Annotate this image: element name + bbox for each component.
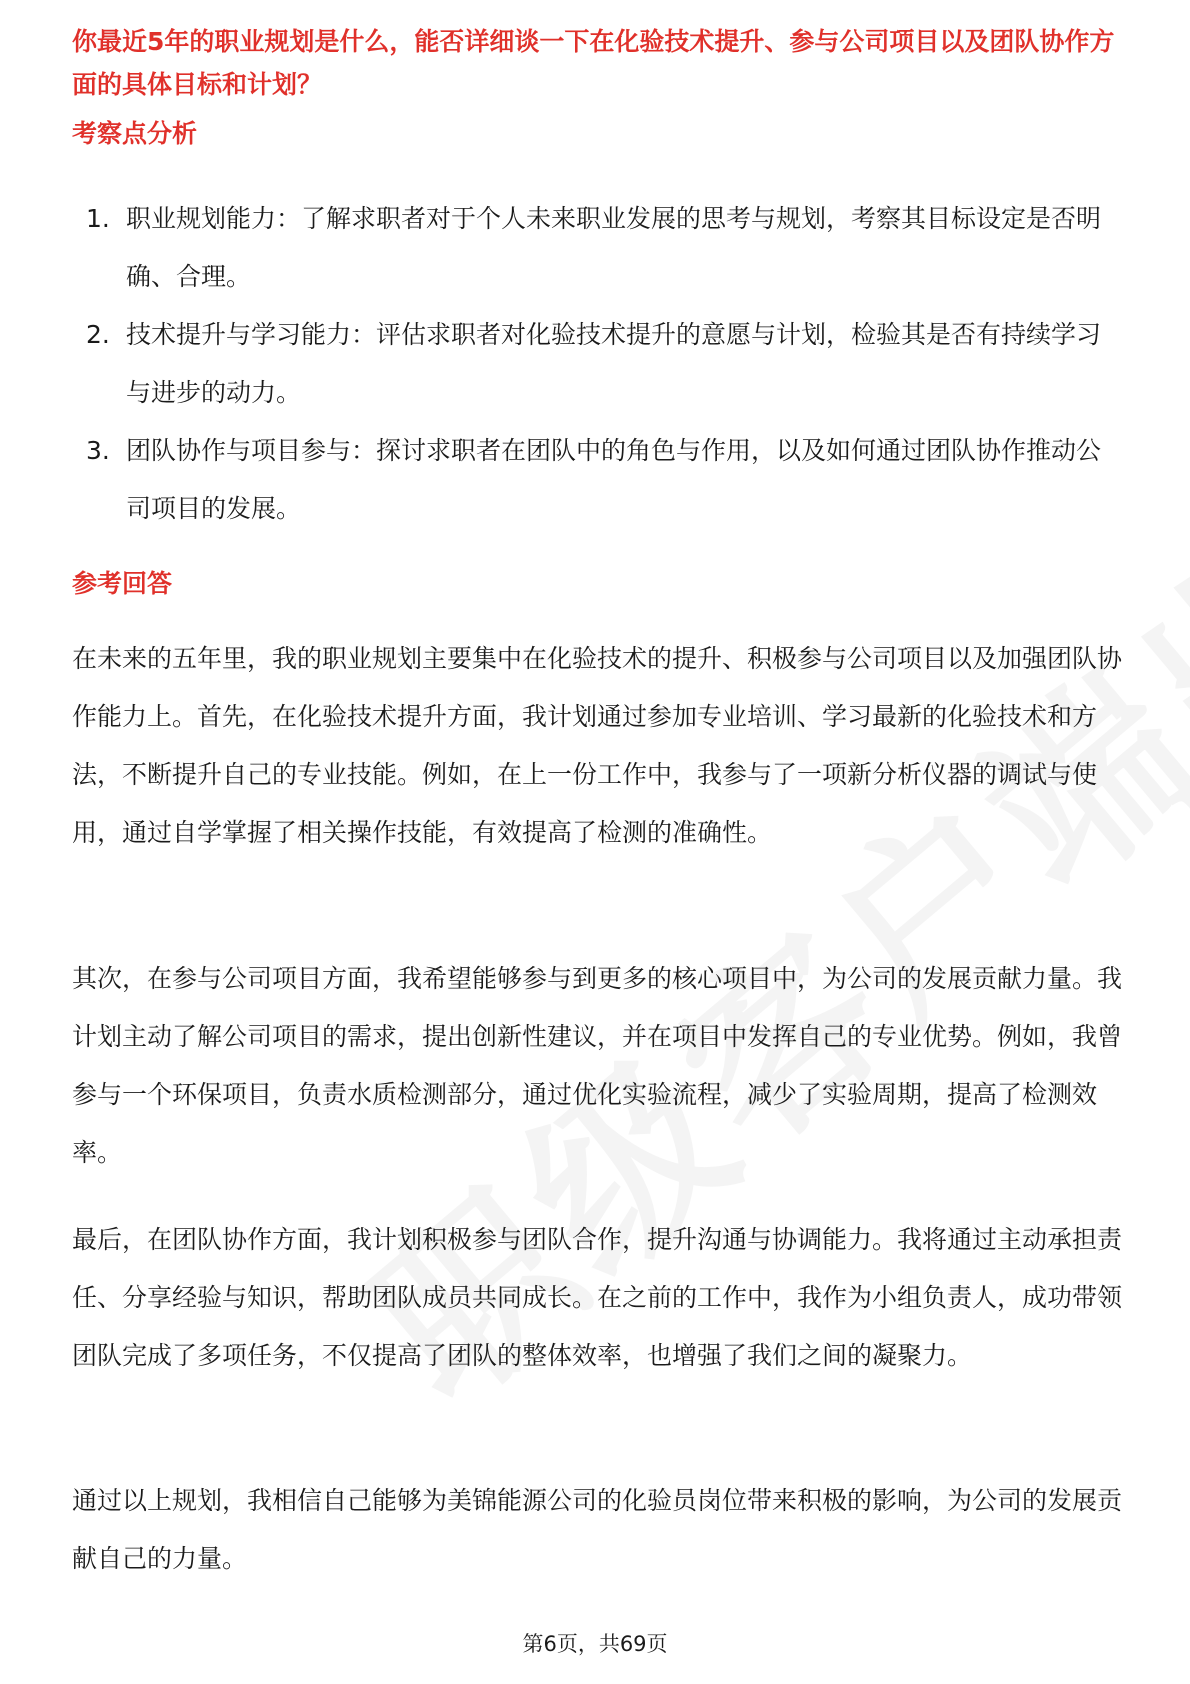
point-text: 团队协作与项目参与：探讨求职者在团队中的角色与作用，以及如何通过团队协作推动公司项目的发展。	[126, 436, 1102, 523]
analysis-heading: 考察点分析	[72, 119, 198, 148]
analysis-point	[72, 422, 1122, 538]
answer-paragraph: 最后，在团队协作方面，我计划积极参与团队合作，提升沟通与协调能力。我将通过主动承担责任、分享经验与知识，帮助团队成员共同成长。在之前的工作中，我作为小组负责人，成功带领团队完成了多项任务，不仅提高了团队的整体效率，也增强了我们之间的凝聚力。	[72, 1225, 1123, 1370]
point-text: 技术提升与学习能力：评估求职者对化验技术提升的意愿与计划，检验其是否有持续学习与进步的动力。	[126, 320, 1102, 407]
answer-paragraph: 通过以上规划，我相信自己能够为美锦能源公司的化验员岗位带来积极的影响，为公司的发展贡献自己的力量。	[72, 1486, 1123, 1573]
analysis-point	[72, 190, 1122, 306]
answer-heading: 参考回答	[72, 569, 173, 598]
page-footer: 第6页，共69页	[522, 1632, 668, 1656]
analysis-points	[72, 190, 1122, 538]
point-number: 2.	[86, 320, 110, 349]
analysis-point	[72, 306, 1122, 422]
point-text: 职业规划能力：了解求职者对于个人未来职业发展的思考与规划，考察其目标设定是否明确、合理。	[126, 204, 1102, 291]
question-text: 你最近5年的职业规划是什么，能否详细谈一下在化验技术提升、参与公司项目以及团队协作方面的具体目标和计划？	[72, 27, 1115, 99]
answer-paragraph: 其次，在参与公司项目方面，我希望能够参与到更多的核心项目中，为公司的发展贡献力量。我计划主动了解公司项目的需求，提出创新性建议，并在项目中发挥自己的专业优势。例如，我曾参与一个环保项目，负责水质检测部分，通过优化实验流程，减少了实验周期，提高了检测效率。	[72, 964, 1123, 1167]
point-number: 1.	[86, 204, 110, 233]
answer-paragraph: 在未来的五年里，我的职业规划主要集中在化验技术的提升、积极参与公司项目以及加强团队协作能力上。首先，在化验技术提升方面，我计划通过参加专业培训、学习最新的化验技术和方法，不断提升自己的专业技能。例如，在上一份工作中，我参与了一项新分析仪器的调试与使用，通过自学掌握了相关操作技能，有效提高了检测的准确性。	[72, 644, 1123, 847]
point-number: 3.	[86, 436, 110, 465]
